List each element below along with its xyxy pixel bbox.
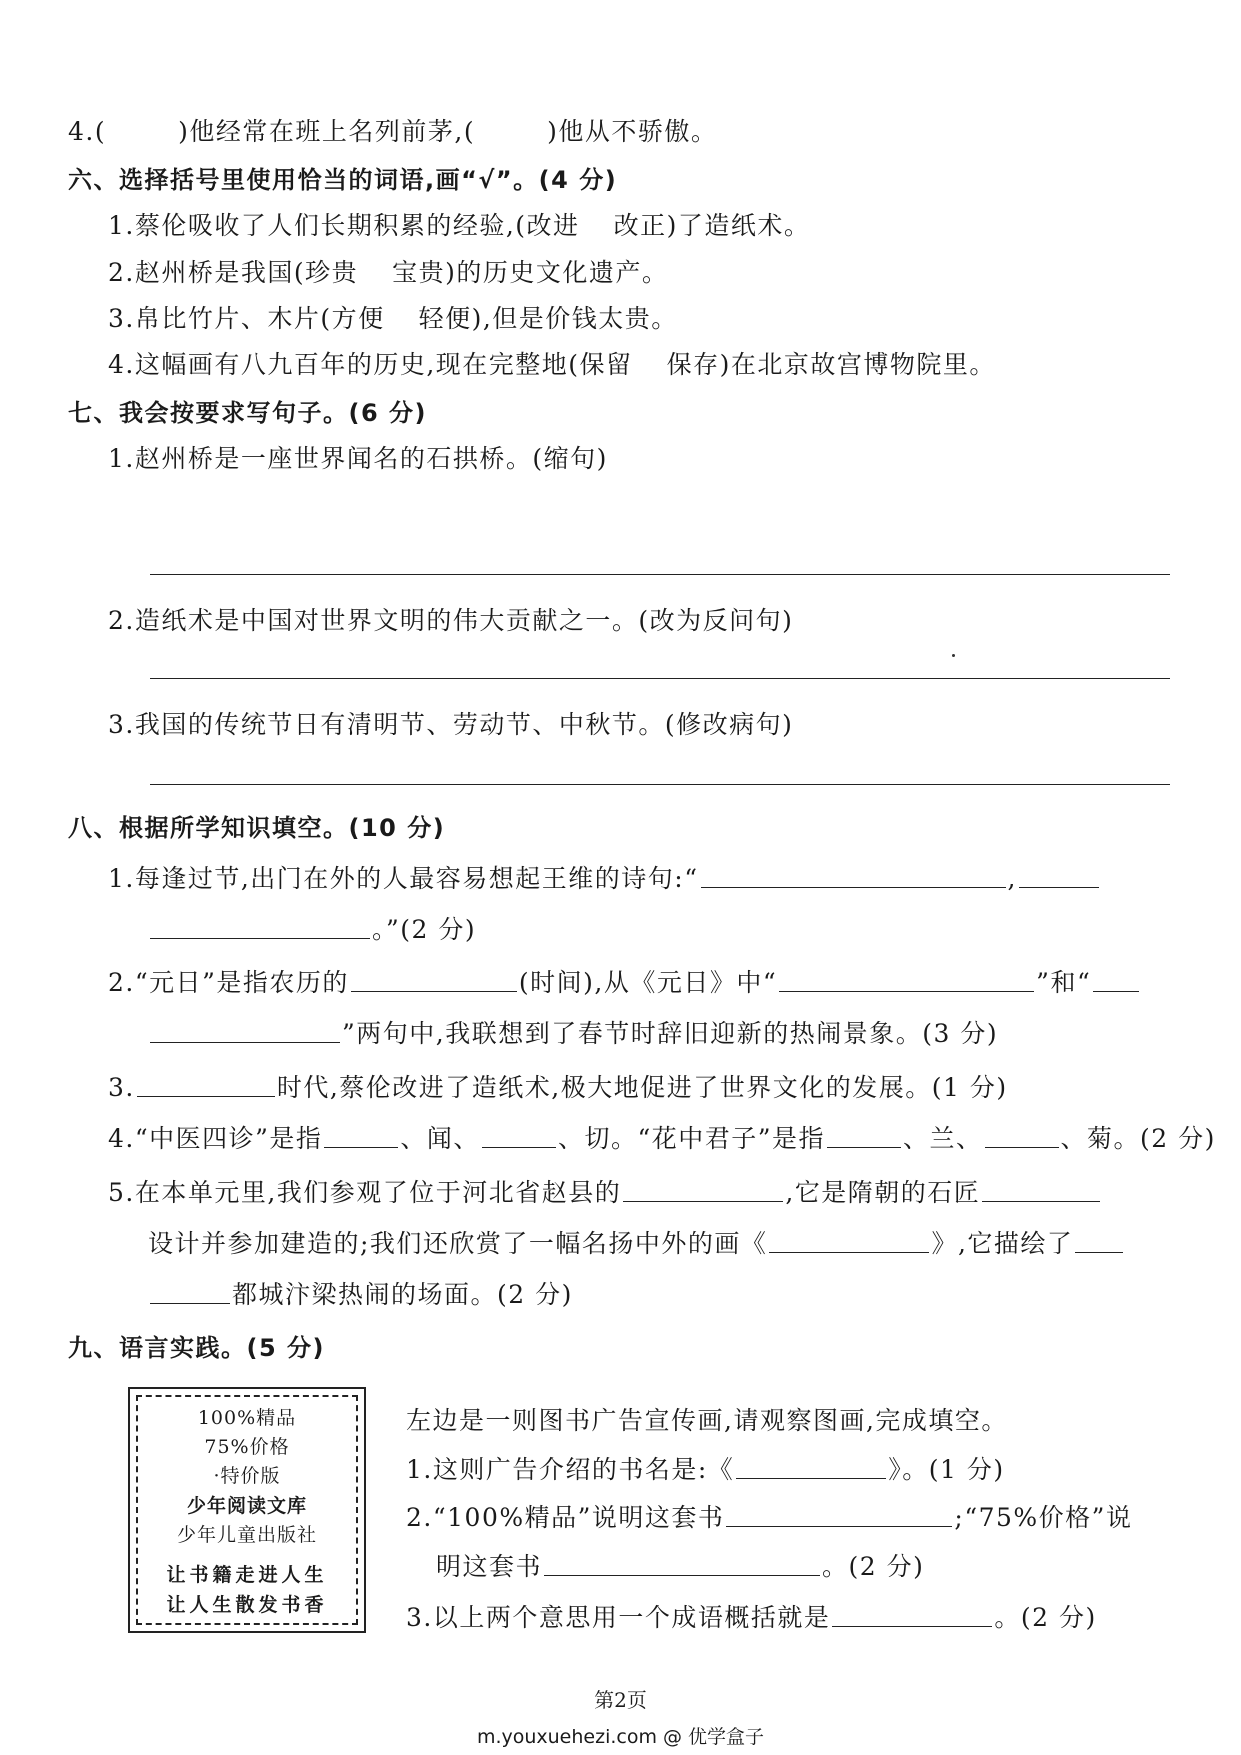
s8-item-5-line-3 (148, 1267, 573, 1307)
s6-item-3 (108, 291, 678, 331)
s9-intro: 左边是一则图书广告宣传画,请观察图画,完成填空。 (406, 1406, 1008, 1435)
ad-slogan: 让人生散发书香 (166, 1594, 328, 1616)
answer-line[interactable] (150, 574, 1170, 575)
fill-blank[interactable] (982, 1201, 1100, 1202)
s8-item-5-line-1 (108, 1165, 1102, 1205)
site-watermark: m.youxuehezi.com @ 优学盒子 (476, 1726, 765, 1748)
item-text: 时代,蔡伦改进了造纸术,极大地促进了世界文化的发展。(1 分) (276, 1073, 1008, 1102)
item-text: 1.这则广告介绍的书名是:《 (406, 1455, 735, 1484)
fill-blank[interactable] (736, 1478, 886, 1479)
scan-speck (952, 654, 955, 657)
s6-item-1 (108, 198, 810, 238)
item-text: 明这套书 (436, 1552, 543, 1581)
choice-text: 1.蔡伦吸收了人们长期积累的经验,(改进 (108, 211, 580, 240)
s7-item-2: 2.造纸术是中国对世界文明的伟大贡献之一。(改为反问句) (108, 606, 794, 635)
item-text: 设计并参加建造的;我们还欣赏了一幅名扬中外的画《 (148, 1229, 768, 1258)
paren-open: ( (94, 117, 107, 146)
item-text: )他经常在班上名列前茅,( (178, 117, 476, 146)
item-text: 》,它描绘了 (931, 1229, 1074, 1258)
item-text: 4.“中医四诊”是指 (108, 1124, 323, 1153)
s6-item-2 (108, 245, 668, 285)
ad-line: 75%价格 (204, 1436, 290, 1458)
s8-item-4 (108, 1111, 1216, 1151)
fill-blank[interactable] (137, 1096, 275, 1097)
choice-text: 宝贵)的历史文化遗产。 (392, 258, 669, 287)
s8-item-1-line-2 (148, 902, 476, 942)
fill-blank[interactable] (779, 991, 1034, 992)
s8-item-3 (108, 1060, 1008, 1100)
s8-item-2-line-1 (108, 955, 1141, 995)
item-text: 。(2 分) (994, 1603, 1097, 1632)
ad-slogan: 让书籍走进人生 (166, 1564, 328, 1586)
item-text: )他从不骄傲。 (547, 117, 718, 146)
choice-text: 4.这幅画有八九百年的历史,现在完整地(保留 (108, 350, 633, 379)
item-text: 、闻、 (400, 1124, 480, 1153)
fill-blank[interactable] (150, 1042, 340, 1043)
choice-text: 改正)了造纸术。 (613, 211, 811, 240)
item-text: 、菊。(2 分) (1060, 1124, 1216, 1153)
item-text: ;“75%价格”说 (954, 1503, 1133, 1532)
item-text: 5.在本单元里,我们参观了位于河北省赵县的 (108, 1178, 622, 1207)
item-text: 、切。“花中君子”是指 (557, 1124, 825, 1153)
item-text: (时间),从《元日》中“ (518, 968, 778, 997)
item-number: 4. (68, 117, 95, 146)
fill-blank[interactable] (701, 887, 1006, 888)
page-number: 第2页 (594, 1688, 647, 1712)
item-text: ,它是隋朝的石匠 (785, 1178, 981, 1207)
fill-blank[interactable] (324, 1147, 398, 1148)
choice-text: 保存)在北京故宫博物院里。 (666, 350, 996, 379)
item-text: 3. (108, 1073, 135, 1102)
item-text: 2.“元日”是指农历的 (108, 968, 349, 997)
item-text: 》。(1 分) (888, 1455, 1005, 1484)
section-8-heading: 八、根据所学知识填空。(10 分) (68, 814, 446, 842)
item-text: 3.以上两个意思用一个成语概括就是 (406, 1603, 831, 1632)
fill-blank[interactable] (985, 1147, 1059, 1148)
section-9-heading: 九、语言实践。(5 分) (68, 1334, 325, 1362)
s9-item-3 (406, 1590, 1097, 1630)
s9-item-2-line-2 (436, 1539, 924, 1579)
answer-line[interactable] (150, 784, 1170, 785)
answer-line[interactable] (150, 678, 1170, 679)
item-text: 。(2 分) (822, 1552, 925, 1581)
fill-blank[interactable] (726, 1526, 952, 1527)
book-ad-poster (128, 1387, 366, 1633)
choice-text: 轻便),但是价钱太贵。 (418, 304, 678, 333)
fill-blank[interactable] (150, 1303, 230, 1304)
item-text: ”两句中,我联想到了春节时辞旧迎新的热闹景象。(3 分) (342, 1019, 999, 1048)
fill-blank[interactable] (1019, 887, 1099, 888)
item-text: , (1007, 864, 1017, 893)
section-7-heading: 七、我会按要求写句子。(6 分) (68, 399, 427, 427)
fill-blank[interactable] (150, 938, 370, 939)
q5-item-4 (68, 104, 717, 144)
ad-line: ·特价版 (213, 1465, 281, 1487)
fill-blank[interactable] (623, 1201, 783, 1202)
item-text: 。”(2 分) (372, 915, 477, 944)
s7-item-3: 3.我国的传统节日有清明节、劳动节、中秋节。(修改病句) (108, 710, 794, 739)
fill-blank[interactable] (482, 1147, 556, 1148)
choice-text: 3.帛比竹片、木片(方便 (108, 304, 385, 333)
item-text: ”和“ (1036, 968, 1092, 997)
fill-blank[interactable] (827, 1147, 901, 1148)
s6-item-4 (108, 337, 996, 377)
item-text: 、兰、 (903, 1124, 983, 1153)
s8-item-1-line-1 (108, 851, 1101, 891)
fill-blank[interactable] (832, 1626, 992, 1627)
ad-title: 少年阅读文库 (186, 1495, 307, 1517)
section-6-heading: 六、选择括号里使用恰当的词语,画“√”。(4 分) (68, 166, 618, 194)
fill-blank[interactable] (769, 1252, 929, 1253)
s7-item-1: 1.赵州桥是一座世界闻名的石拱桥。(缩句) (108, 444, 608, 473)
fill-blank[interactable] (1093, 991, 1139, 992)
fill-blank[interactable] (351, 991, 517, 992)
s8-item-5-line-2 (148, 1216, 1125, 1256)
item-text: 1.每逢过节,出门在外的人最容易想起王维的诗句:“ (108, 864, 699, 893)
s9-item-1 (406, 1442, 1005, 1482)
ad-line: 100%精品 (197, 1407, 297, 1429)
choice-text: 2.赵州桥是我国(珍贵 (108, 258, 359, 287)
ad-publisher: 少年儿童出版社 (176, 1524, 317, 1546)
s8-item-2-line-2 (148, 1006, 998, 1046)
item-text: 2.“100%精品”说明这套书 (406, 1503, 725, 1532)
fill-blank[interactable] (1075, 1252, 1123, 1253)
s9-item-2-line-1 (406, 1490, 1132, 1530)
fill-blank[interactable] (544, 1575, 820, 1576)
item-text: 都城汴梁热闹的场面。(2 分) (232, 1280, 573, 1309)
